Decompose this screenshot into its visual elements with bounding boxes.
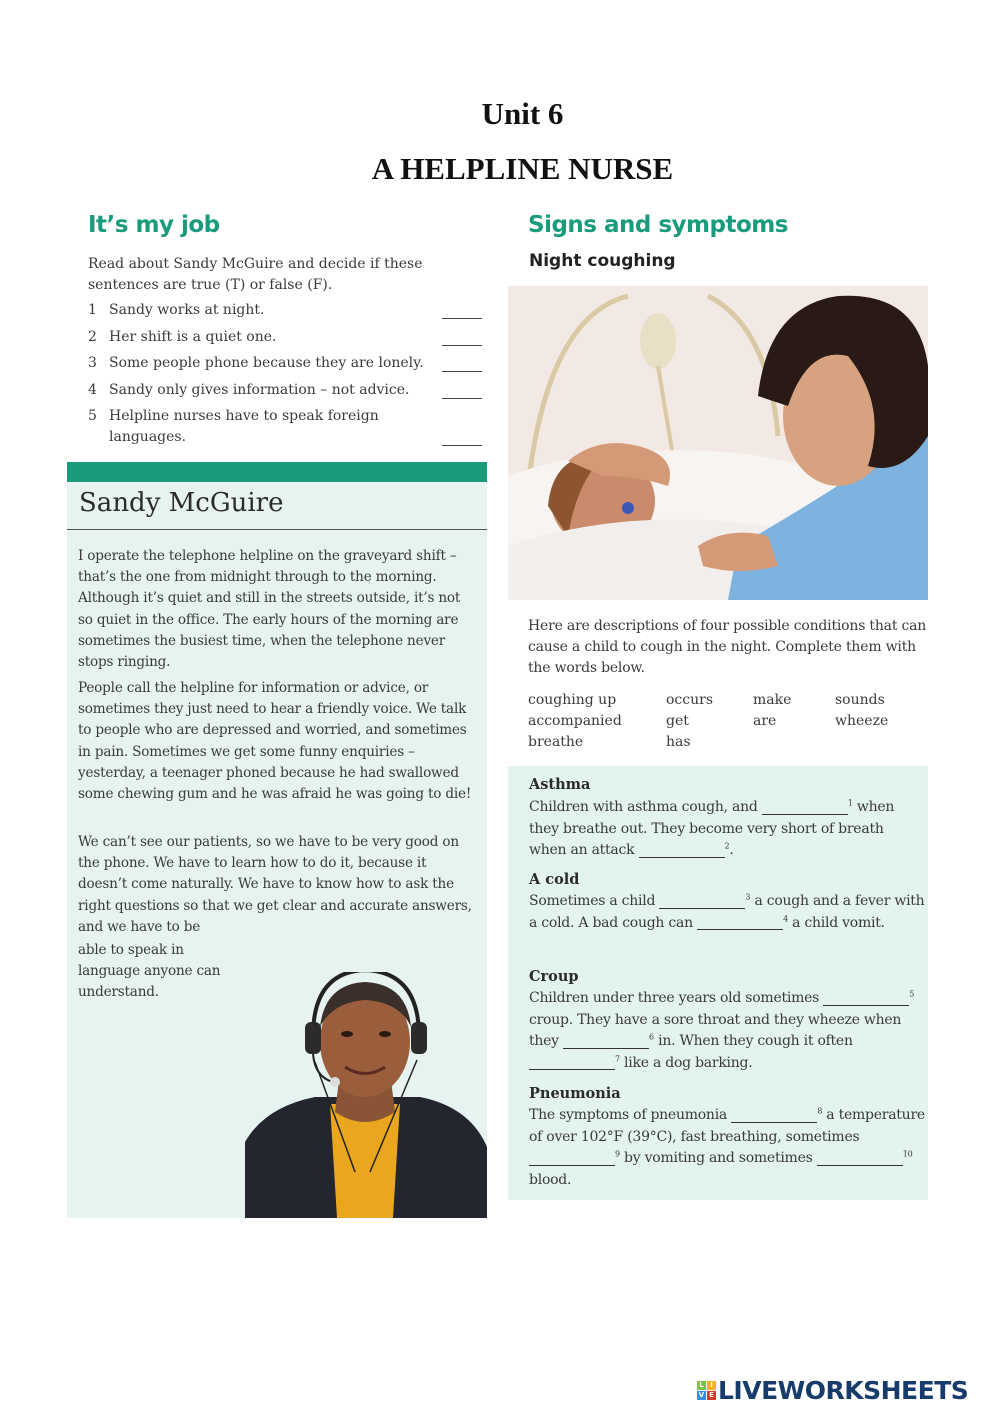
cold-text: Sometimes a child $^3$ a cough and a fever with a cold. A bad cough can $^4$ a child vomit. bbox=[529, 892, 925, 931]
tf-item-4 bbox=[88, 380, 482, 401]
story-paragraph-1: I operate the telephone helpline on the graveyard shift – that’s the one from midnight through to the morning. Although it’s quiet and still in the streets outside, it’s not so quiet in the office. The early hours of the morning are sometimes the busiest time, when the telephone never stops ringing. bbox=[78, 548, 461, 671]
sick-child-photo bbox=[508, 286, 928, 600]
asthma-heading: Asthma bbox=[529, 776, 591, 793]
pneumonia-heading: Pneumonia bbox=[529, 1085, 621, 1102]
tf-answer-input-5[interactable] bbox=[442, 427, 482, 446]
word-bank-item: make bbox=[753, 692, 792, 708]
word-bank-item: accompanied bbox=[528, 713, 622, 729]
logo-tile: L bbox=[697, 1381, 706, 1390]
tf-statement: Her shift is a quiet one. bbox=[109, 328, 277, 345]
tf-answer-input-3[interactable] bbox=[442, 353, 482, 372]
tf-number: 1 bbox=[88, 302, 97, 318]
tf-number: 4 bbox=[88, 381, 97, 398]
gap-input-5[interactable] bbox=[823, 991, 909, 1006]
asthma-text: Children with asthma cough, and $^1$ when they breathe out. They become very short of breath when an attack $^2$. bbox=[529, 798, 895, 858]
logo-tile: E bbox=[707, 1391, 716, 1400]
gap-input-4[interactable] bbox=[697, 915, 783, 930]
unit-label: Unit 6 bbox=[481, 96, 564, 131]
story-paragraph-3-end: able to speak in language anyone can understand. bbox=[78, 942, 221, 1001]
word-bank bbox=[528, 690, 928, 753]
conditions-instructions: Here are descriptions of four possible conditions that can cause a child to cough in the night. Complete them with the words below. bbox=[528, 618, 927, 676]
tf-item-1 bbox=[88, 300, 482, 321]
tf-answer-input-2[interactable] bbox=[442, 327, 482, 346]
liveworksheets-logo[interactable] bbox=[697, 1376, 968, 1405]
conditions-panel bbox=[508, 766, 928, 1200]
gap-input-9[interactable] bbox=[529, 1151, 615, 1166]
story-paragraph-2: People call the helpline for information or advice, or sometimes they just need to hear a friendly voice. We talk to people who are depressed and worried, and sometimes in pain. Sometimes we get some funny enquiries – yesterday, a teenager phoned because he had swallowed some chewing gum and he was afraid he was going to die! bbox=[78, 680, 472, 803]
live-tiles-icon bbox=[697, 1381, 716, 1400]
tf-number: 5 bbox=[88, 408, 97, 424]
tf-statement: Some people phone because they are lonely. bbox=[109, 355, 424, 371]
tf-answer-input-4[interactable] bbox=[442, 380, 482, 399]
word-bank-item: wheeze bbox=[835, 713, 889, 729]
tf-statement: Sandy only gives information – not advice. bbox=[109, 381, 410, 398]
signs-symptoms-heading: Signs and symptoms bbox=[528, 212, 788, 238]
gap-input-3[interactable] bbox=[659, 894, 745, 909]
story-divider bbox=[67, 529, 487, 530]
tf-item-5 bbox=[88, 406, 482, 448]
story-header-bar bbox=[67, 462, 487, 482]
gap-input-8[interactable] bbox=[731, 1108, 817, 1123]
tf-statement: Sandy works at night. bbox=[109, 302, 265, 318]
gap-input-2[interactable] bbox=[639, 843, 725, 858]
nurse-photo bbox=[245, 972, 487, 1218]
logo-text: LIVEWORKSHEETS bbox=[718, 1376, 969, 1405]
true-false-list bbox=[88, 300, 482, 454]
gap-input-10[interactable] bbox=[817, 1151, 903, 1166]
cold-heading: A cold bbox=[529, 871, 580, 888]
tf-number: 3 bbox=[88, 355, 97, 371]
word-bank-item: are bbox=[753, 713, 777, 729]
word-bank-item: sounds bbox=[835, 692, 885, 708]
word-bank-item: breathe bbox=[528, 734, 584, 750]
logo-tile: V bbox=[698, 1391, 705, 1399]
word-bank-item: occurs bbox=[666, 692, 714, 708]
gap-input-1[interactable] bbox=[762, 800, 848, 815]
croup-text: Children under three years old sometimes $^5$ croup. They have a sore throat and they wheeze when they $^6$ in. When they cough it often $^7$ like a dog barking. bbox=[529, 989, 915, 1071]
night-coughing-subheading: Night coughing bbox=[529, 251, 676, 271]
nurse-with-headset-image bbox=[245, 972, 487, 1218]
croup-heading: Croup bbox=[529, 968, 579, 985]
word-bank-item: has bbox=[666, 734, 691, 750]
tf-number: 2 bbox=[88, 328, 97, 345]
gap-input-6[interactable] bbox=[563, 1034, 649, 1049]
word-bank-item: get bbox=[666, 713, 689, 729]
logo-tile: I bbox=[707, 1381, 716, 1390]
its-my-job-heading: It’s my job bbox=[88, 212, 220, 238]
story-paragraph-3: We can’t see our patients, so we have to be very good on the phone. We have to learn how to do it, because it doesn’t come naturally. We have to know how to ask the right questions so that we get clear and accurate answers, and we have to be bbox=[78, 834, 472, 935]
tf-instructions: Read about Sandy McGuire and decide if these sentences are true (T) or false (F). bbox=[88, 256, 423, 293]
word-bank-item: coughing up bbox=[528, 692, 617, 708]
gap-input-7[interactable] bbox=[529, 1055, 615, 1070]
tf-statement: Helpline nurses have to speak foreign languages. bbox=[109, 408, 379, 445]
tf-item-2 bbox=[88, 327, 482, 348]
page-title: A HELPLINE NURSE bbox=[371, 151, 674, 186]
tf-answer-input-1[interactable] bbox=[442, 300, 482, 319]
story-title: Sandy McGuire bbox=[79, 488, 284, 518]
tf-item-3 bbox=[88, 353, 482, 374]
mother-and-child-image bbox=[508, 286, 928, 600]
pneumonia-text: The symptoms of pneumonia $^8$ a temperature of over 102°F (39°C), fast breathing, sometimes $^9$ by vomiting and sometimes $^{10}$ blood. bbox=[529, 1106, 925, 1188]
sandy-story-panel bbox=[67, 482, 487, 1218]
